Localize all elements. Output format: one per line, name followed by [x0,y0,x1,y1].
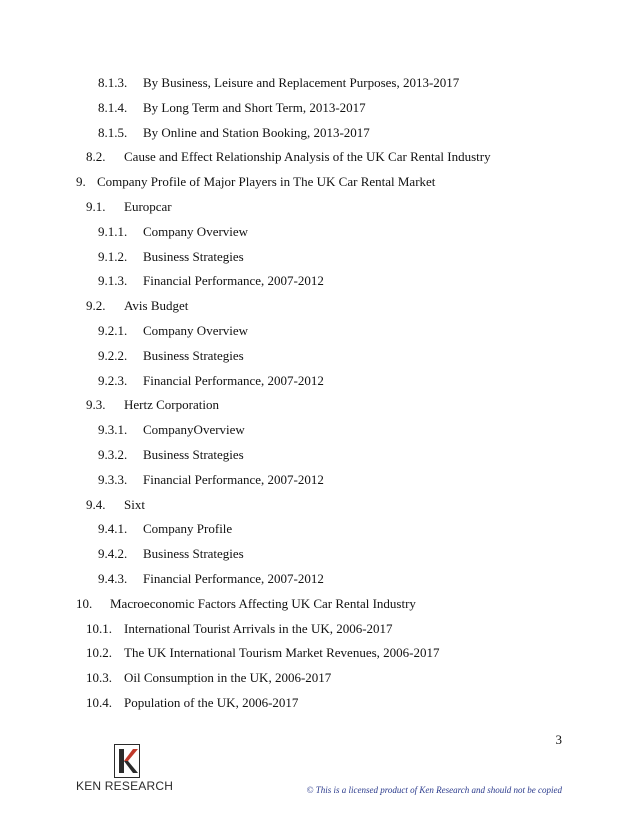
toc-entry [0,645,638,661]
toc-entry-number: 9.1.1. [98,223,128,239]
toc-entry-title: Cause and Effect Relationship Analysis of the UK Car Rental Industry [124,149,491,165]
toc-entry [0,100,638,116]
toc-entry-title: Financial Performance, 2007-2012 [143,372,324,388]
toc-entry [0,149,638,165]
toc-entry-title: Company Overview [143,223,249,239]
toc-entry [0,373,638,389]
toc-entry [0,298,638,314]
toc-entry-title: Sixt [124,496,145,512]
toc-entry-title: Avis Budget [124,298,189,314]
toc-entry-number: 10.4. [86,695,112,710]
toc-entry-number: 9.2.1. [98,323,128,338]
toc-entry-title: Europcar [124,199,172,214]
toc-entry-number: 9.1.3. [98,273,128,289]
toc-entry [0,75,638,91]
toc-entry-number: 8.1.5. [98,124,128,140]
toc-entry-number: 8.2. [86,149,106,165]
toc-entry-number: 9.2.2. [98,347,128,363]
toc-entry-title: Financial Performance, 2007-2012 [143,571,324,586]
toc-entry-number: 9.3.2. [98,447,128,462]
toc-entry-title: Financial Performance, 2007-2012 [143,471,324,487]
toc-entry [0,273,638,289]
toc-entry [0,546,638,562]
logo-text: KEN RESEARCH [76,779,174,793]
toc-entry-title: The UK International Tourism Market Revenues, 2006-2017 [124,645,440,661]
toc-entry-number: 9.3. [86,397,106,413]
ken-research-logo [76,744,186,796]
toc-entry [0,125,638,141]
toc-entry-number: 9.1. [86,199,106,214]
toc-entry-title: CompanyOverview [143,422,245,438]
toc-entry-title: By Long Term and Short Term, 2013-2017 [143,99,366,115]
toc-entry-number: 9.4. [86,496,106,512]
toc-entry-number: 9.2.3. [98,372,128,388]
toc-entry-number: 9.3.1. [98,422,128,438]
toc-entry [0,695,638,711]
toc-entry-title: Company Profile [143,521,233,537]
toc-entry [0,447,638,463]
toc-entry-title: By Business, Leisure and Replacement Purposes, 2013-2017 [143,75,460,90]
k-logo-icon [114,744,140,778]
toc-entry-number: 10.1. [86,620,112,636]
toc-entry-number: 9. [76,174,86,190]
toc-entry-title: Business Strategies [143,347,244,363]
toc-entry-title: International Tourist Arrivals in the UK, 2006-2017 [124,620,393,636]
toc-entry-title: Company Profile of Major Players in The UK Car Rental Market [97,174,436,190]
toc-entry [0,323,638,339]
toc-entry [0,249,638,265]
toc-entry-number: 9.3.3. [98,471,128,487]
toc-entry-title: Macroeconomic Factors Affecting UK Car Rental Industry [110,595,416,611]
toc-entry-title: Oil Consumption in the UK, 2006-2017 [124,670,332,686]
toc-entry-number: 8.1.4. [98,99,128,115]
toc-entry [0,174,638,190]
toc-entry-title: Financial Performance, 2007-2012 [143,273,324,289]
toc-entry-title: Company Overview [143,323,249,338]
toc-entry-title: Business Strategies [143,546,244,562]
toc-entry-number: 9.4.1. [98,521,128,537]
toc-entry [0,571,638,587]
toc-entry [0,670,638,686]
toc-entry-number: 8.1.3. [98,75,128,90]
toc-entry-title: Population of the UK, 2006-2017 [124,695,299,710]
toc-entry-number: 10. [76,595,93,611]
toc-entry-number: 9.2. [86,298,106,314]
toc-entry [0,472,638,488]
toc-entry [0,497,638,513]
toc-entry-title: Business Strategies [143,248,244,264]
toc-entry [0,224,638,240]
toc-entry [0,422,638,438]
toc-entry [0,621,638,637]
toc-entry [0,397,638,413]
toc-entry-title: Business Strategies [143,447,244,462]
toc-entry-number: 9.4.2. [98,546,128,562]
toc-entry [0,596,638,612]
toc-entry-title: Hertz Corporation [124,397,219,413]
toc-entry [0,199,638,215]
toc-entry [0,348,638,364]
toc-entry-number: 9.4.3. [98,571,128,586]
toc-entry-number: 10.2. [86,645,112,661]
toc-entry [0,521,638,537]
toc-entry-number: 9.1.2. [98,248,128,264]
copyright-notice: © This is a licensed product of Ken Research and should not be copied [306,785,562,795]
toc-entry-title: By Online and Station Booking, 2013-2017 [143,124,370,140]
page-number: 3 [555,732,562,747]
toc-entry-number: 10.3. [86,670,112,686]
